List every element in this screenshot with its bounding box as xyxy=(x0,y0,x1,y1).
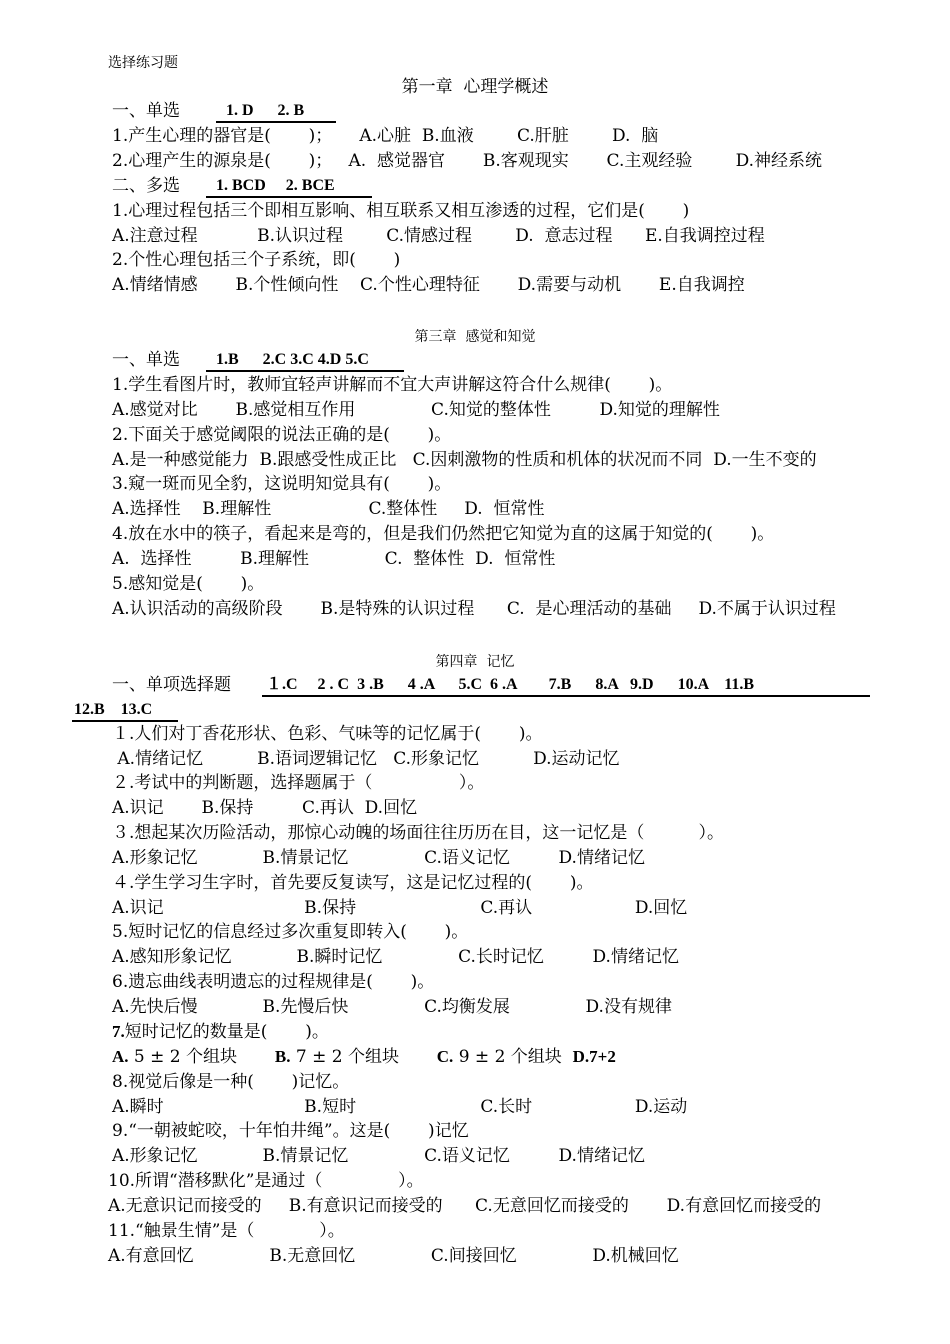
chapter-3-title: 第三章 感觉和知觉 xyxy=(414,329,536,345)
ch4-q9-options: A.形象记忆 B.情景记忆 C.语义记忆 D.情绪记忆 xyxy=(112,1146,645,1166)
ch1-single-choice-answers: 1. D 2. B xyxy=(226,102,305,119)
ch4-answers-underline xyxy=(262,695,870,697)
worksheet-label: 选择练习题 xyxy=(108,55,178,71)
chapter-4-title: 第四章 记忆 xyxy=(435,654,515,670)
ch4-q7-option-b: 7 ± 2 个组块 xyxy=(290,1047,437,1067)
ch1-mq2: 2.个性心理包括三个子系统，即( ) xyxy=(112,250,401,270)
ch3-q1-options: A.感觉对比 B.感觉相互作用 C.知觉的整体性 D.知觉的理解性 xyxy=(112,400,720,420)
ch1-q1: 1.产生心理的器官是( )； A.心脏 B.血液 C.肝脏 D. 脑 xyxy=(112,126,659,146)
ch3-q3-options: A.选择性 B.理解性 C.整体性 D. 恒常性 xyxy=(112,499,545,519)
ch3-single-choice-label: 一、单选 xyxy=(112,350,180,370)
ch4-q10: 10.所谓“潜移默化”是通过（ ）。 xyxy=(108,1171,424,1191)
ch4-q7-options xyxy=(112,1046,616,1068)
ch4-answers-continued-underline xyxy=(72,720,178,722)
ch4-q8-options: A.瞬时 B.短时 C.长时 D.运动 xyxy=(112,1097,688,1117)
ch4-q7-number: 7. xyxy=(112,1022,125,1041)
ch4-q4: ４.学生学习生字时，首先要反复读写，这是记忆过程的( )。 xyxy=(112,873,594,893)
ch1-multi-answers-underline xyxy=(206,196,372,198)
ch3-answers-underline xyxy=(206,370,404,372)
ch3-q1: 1.学生看图片时，教师宜轻声讲解而不宜大声讲解这符合什么规律( )。 xyxy=(112,375,673,395)
ch3-q5-options: A.认识活动的高级阶段 B.是特殊的认识过程 C. 是心理活动的基础 D.不属于认识过程 xyxy=(112,599,836,619)
ch4-q9: 9.“一朝被蛇咬，十年怕井绳”。这是( )记忆 xyxy=(112,1121,469,1141)
ch1-multi-choice-label: 二、多选 xyxy=(112,176,180,196)
ch4-q5: 5.短时记忆的信息经过多次重复即转入( )。 xyxy=(112,922,469,942)
ch4-q10-options: A.无意识记而接受的 B.有意识记而接受的 C.无意回忆而接受的 D.有意回忆而接受的 xyxy=(108,1196,822,1216)
ch4-q7-option-a: 5 ± 2 个组块 xyxy=(128,1047,275,1067)
ch1-mq1-options: A.注意过程 B.认识过程 C.情感过程 D. 意志过程 E.自我调控过程 xyxy=(112,226,765,246)
ch4-q1: １.人们对丁香花形状、色彩、气味等的记忆属于( )。 xyxy=(112,724,543,744)
ch1-answers-underline xyxy=(216,121,336,123)
chapter-1-title: 第一章 心理学概述 xyxy=(401,77,549,97)
ch4-q7-option-c-letter: C. xyxy=(436,1047,454,1066)
ch4-q11-options: A.有意回忆 B.无意回忆 C.间接回忆 D.机械回忆 xyxy=(108,1246,679,1266)
ch1-multi-choice-answers: 1. BCD 2. BCE xyxy=(216,177,335,194)
ch4-q3-options: A.形象记忆 B.情景记忆 C.语义记忆 D.情绪记忆 xyxy=(112,848,645,868)
ch4-q6: 6.遗忘曲线表明遗忘的过程规律是( )。 xyxy=(112,972,435,992)
ch4-q8: 8.视觉后像是一种( )记忆。 xyxy=(112,1072,350,1092)
ch1-mq2-options: A.情绪情感 B.个性倾向性 C.个性心理特征 D.需要与动机 E.自我调控 xyxy=(112,275,745,295)
ch4-q4-options: A.识记 B.保持 C.再认 D.回忆 xyxy=(112,898,688,918)
ch3-q3: 3.窥一斑而见全豹，这说明知觉具有( )。 xyxy=(112,474,452,494)
ch1-mq1: 1.心理过程包括三个即相互影响、相互联系又相互渗透的过程，它们是( ) xyxy=(112,201,690,221)
ch4-q7-text: 短时记忆的数量是( )。 xyxy=(124,1022,329,1042)
ch4-answers-continued: 12.B 13.C xyxy=(74,701,153,718)
ch4-q1-options: A.情绪记忆 B.语词逻辑记忆 C.形象记忆 D.运动记忆 xyxy=(112,749,620,769)
ch3-q2-options: A.是一种感觉能力 B.跟感受性成正比 C.因刺激物的性质和机体的状况而不同 D.一生不变的 xyxy=(112,450,817,470)
ch4-q5-options: A.感知形象记忆 B.瞬时记忆 C.长时记忆 D.情绪记忆 xyxy=(112,947,679,967)
ch3-single-choice-answers: 1.B 2.C 3.C 4.D 5.C xyxy=(216,351,369,368)
ch3-q4: 4.放在水中的筷子，看起来是弯的，但是我们仍然把它知觉为直的这属于知觉的( )。 xyxy=(112,524,775,544)
ch4-q3: ３.想起某次历险活动，那惊心动魄的场面往往历历在目，这一记忆是（ ）。 xyxy=(112,823,724,843)
ch4-single-choice-label: 一、单项选择题 xyxy=(112,675,231,695)
ch4-q2-options: A.识记 B.保持 C.再认 D.回忆 xyxy=(112,798,418,818)
ch4-q2: ２.考试中的判断题，选择题属于（ ）。 xyxy=(112,773,485,793)
ch1-q2: 2.心理产生的源泉是( )； A. 感觉器官 B.客观现实 C.主观经验 D.神经系统 xyxy=(112,151,823,171)
ch3-q5: 5.感知觉是( )。 xyxy=(112,574,265,594)
ch4-q7-option-c: 9 ± 2 个组块 xyxy=(453,1047,573,1067)
ch3-q2: 2.下面关于感觉阈限的说法正确的是( )。 xyxy=(112,425,452,445)
ch4-q7-option-a-letter: A. xyxy=(112,1047,129,1066)
ch4-q7 xyxy=(112,1021,329,1043)
ch4-q7-option-d: D.7+2 xyxy=(572,1047,616,1066)
ch4-q6-options: A.先快后慢 B.先慢后快 C.均衡发展 D.没有规律 xyxy=(112,997,672,1017)
ch3-q4-options: A. 选择性 B.理解性 C. 整体性 D. 恒常性 xyxy=(112,549,556,569)
ch4-q7-option-b-letter: B. xyxy=(274,1047,291,1066)
ch4-single-choice-answers: １.C 2 . C 3 .B 4 .A 5.C 6 .A 7.B 8.A 9.D 10.A 11.B xyxy=(266,676,755,693)
ch1-single-choice-label: 一、单选 xyxy=(112,101,180,121)
ch4-q11: 11.“触景生情”是（ ）。 xyxy=(108,1221,345,1241)
